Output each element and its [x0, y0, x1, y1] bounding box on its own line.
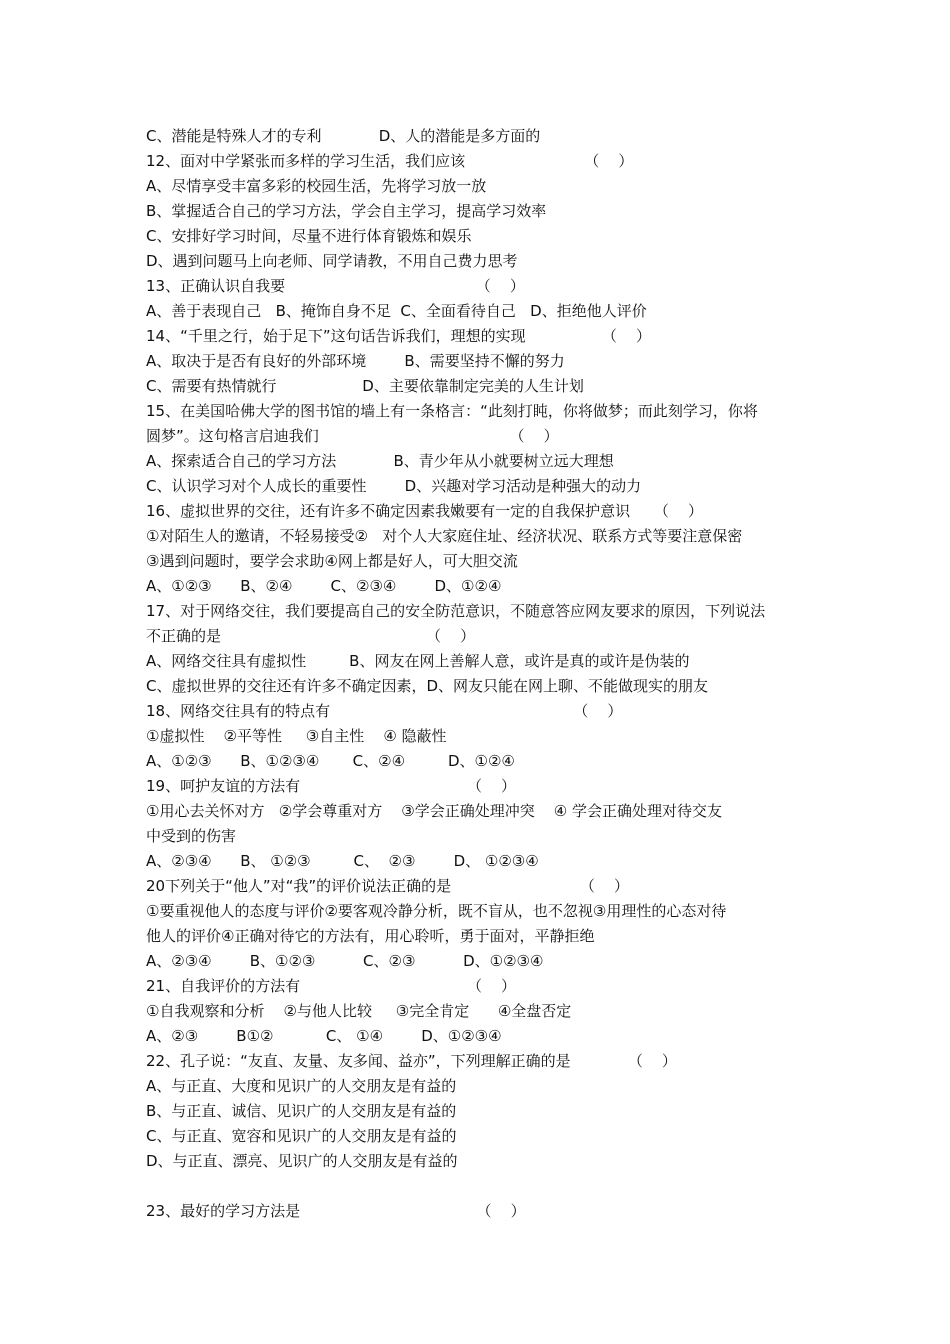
question-15-cont: 圆梦”。这句格言启迪我们 （ ） — [146, 427, 559, 445]
question-20: 20下列关于“他人”对“我”的评价说法正确的是 （ ） — [146, 877, 629, 895]
option-line: A、与正直、大度和见识广的人交朋友是有益的 — [146, 1077, 457, 1095]
option-line: A、②③④ B、 ①②③ C、 ②③ D、 ①②③④ — [146, 852, 539, 870]
option-line: A、②③ B①② C、 ①④ D、①②③④ — [146, 1027, 502, 1045]
option-line: C、虚拟世界的交往还有许多不确定因素，D、网友只能在网上聊、不能做现实的朋友 — [146, 677, 709, 695]
question-21: 21、自我评价的方法有 （ ） — [146, 977, 517, 995]
statement-line: 中受到的伤害 — [146, 827, 237, 845]
option-line: A、②③④ B、①②③ C、②③ D、①②③④ — [146, 952, 544, 970]
question-13: 13、正确认识自我要 （ ） — [146, 277, 525, 295]
question-16: 16、虚拟世界的交往，还有许多不确定因素我嫩要有一定的自我保护意识 （ ） — [146, 502, 704, 520]
question-12: 12、面对中学紧张而多样的学习生活，我们应该 （ ） — [146, 152, 634, 170]
statement-line: ①用心去关怀对方 ②学会尊重对方 ③学会正确处理冲突 ④ 学会正确处理对待交友 — [146, 802, 723, 820]
statement-line: ③遇到问题时，要学会求助④网上都是好人，可大胆交流 — [146, 552, 518, 570]
option-line: B、与正直、诚信、见识广的人交朋友是有益的 — [146, 1102, 457, 1120]
question-17: 17、对于网络交往，我们要提高自己的安全防范意识，不随意答应网友要求的原因，下列说法 — [146, 602, 766, 620]
question-23: 23、最好的学习方法是 （ ） — [146, 1202, 526, 1220]
question-14: 14、“千里之行，始于足下”这句话告诉我们，理想的实现 （ ） — [146, 327, 651, 345]
option-line: C、需要有热情就行 D、主要依靠制定完美的人生计划 — [146, 377, 584, 395]
text-line: C、潜能是特殊人才的专利 D、人的潜能是多方面的 — [146, 127, 541, 145]
statement-line: ①虚拟性 ②平等性 ③自主性 ④ 隐蔽性 — [146, 727, 447, 745]
statement-line: ①要重视他人的态度与评价②要客观冷静分析，既不盲从，也不忽视③用理性的心态对待 — [146, 902, 727, 920]
statement-line: 他人的评价④正确对待它的方法有，用心聆听，勇于面对，平静拒绝 — [146, 927, 595, 945]
option-line: D、遇到问题马上向老师、同学请教，不用自己费力思考 — [146, 252, 518, 270]
statement-line: ①对陌生人的邀请，不轻易接受② 对个人大家庭住址、经济状况、联系方式等要注意保密 — [146, 527, 743, 545]
question-22: 22、孔子说：“友直、友量、友多闻、益亦”，下列理解正确的是 （ ） — [146, 1052, 677, 1070]
question-15: 15、在美国哈佛大学的图书馆的墙上有一条格言：“此刻打盹，你将做梦；而此刻学习，你将 — [146, 402, 758, 420]
question-17-cont: 不正确的是 （ ） — [146, 627, 476, 645]
option-line: A、尽情享受丰富多彩的校园生活，先将学习放一放 — [146, 177, 487, 195]
option-line: C、与正直、宽容和见识广的人交朋友是有益的 — [146, 1127, 457, 1145]
option-line: C、安排好学习时间，尽量不进行体育锻炼和娱乐 — [146, 227, 472, 245]
option-line: A、①②③ B、①②③④ C、②④ D、①②④ — [146, 752, 515, 770]
question-18: 18、网络交往具有的特点有 （ ） — [146, 702, 623, 720]
option-line: A、①②③ B、②④ C、②③④ D、①②④ — [146, 577, 502, 595]
question-19: 19、呵护友谊的方法有 （ ） — [146, 777, 517, 795]
option-line: A、探索适合自己的学习方法 B、青少年从小就要树立远大理想 — [146, 452, 614, 470]
statement-line: ①自我观察和分析 ②与他人比较 ③完全肯定 ④全盘否定 — [146, 1002, 572, 1020]
option-line: A、取决于是否有良好的外部环境 B、需要坚持不懈的努力 — [146, 352, 565, 370]
option-line: A、善于表现自己 B、掩饰自身不足 C、全面看待自己 D、拒绝他人评价 — [146, 302, 647, 320]
option-line: A、网络交往具有虚拟性 B、网友在网上善解人意，或许是真的或许是伪装的 — [146, 652, 690, 670]
option-line: C、认识学习对个人成长的重要性 D、兴趣对学习活动是种强大的动力 — [146, 477, 642, 495]
option-line: B、掌握适合自己的学习方法，学会自主学习，提高学习效率 — [146, 202, 547, 220]
option-line: D、与正直、漂亮、见识广的人交朋友是有益的 — [146, 1152, 458, 1170]
